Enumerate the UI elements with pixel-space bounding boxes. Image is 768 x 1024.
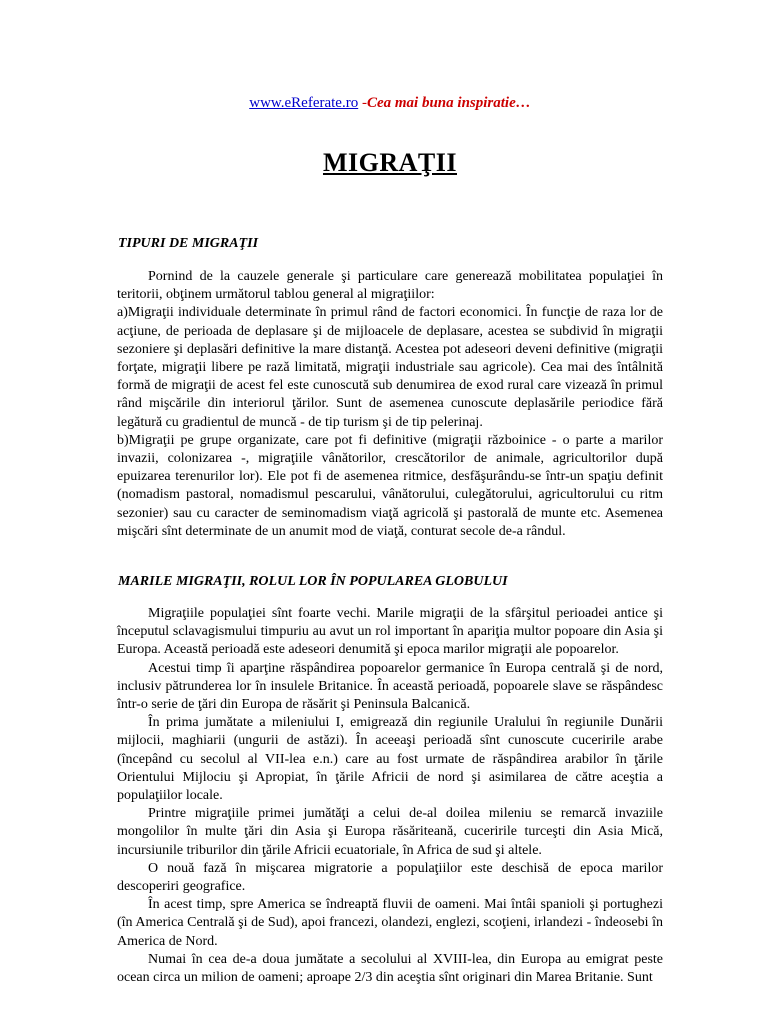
site-link[interactable]: www.eReferate.ro bbox=[249, 95, 359, 111]
paragraph: În prima jumătate a mileniului I, emigrează din regiunile Uralului în regiunile Dunării mijlocii, maghiarii (ungurii de astăzi). În aceeaşi perioadă sînt cunoscute cuceririle arabe (începând cu secolul al VII-lea e.n.) care au fost urmate de răspândirea arabilor în ţările Orientului Mijlociu şi Apropiat, în ţările Africii de nord şi asimilarea de către aceştia a populaţiilor locale. bbox=[117, 715, 663, 804]
paragraph: b)Migraţii pe grupe organizate, care pot fi definitive (migraţii războinice - o parte a marilor invazii, colonizarea -, migraţiile vânătorilor, crescătorilor de animale, agricultorilor după epuizarea terenurilor lor). Ele pot fi de asemenea ritmice, desfăşurându-se într-un spaţiu definit (nomadism pastoral, nomadismul pescarului, vânătorului, culegătorului, agricultorului cu ritm sezonier) sau cu caracter de seminomadism viaţă agricolă şi pastorală de munte etc. Asemenea mişcări sînt determinate de un anumit mod de viaţă, conturat secole de-a rândul. bbox=[117, 432, 663, 539]
paragraph: Pornind de la cauzele generale şi particulare care generează mobilitatea populaţiei în teritorii, obţinem următorul tablou general al migraţiilor: bbox=[117, 269, 663, 303]
header-tagline: Cea mai buna inspiratie… bbox=[366, 95, 531, 111]
section-body-marile-migratii bbox=[117, 605, 663, 987]
section-body-tipuri bbox=[117, 268, 663, 541]
paragraph: În acest timp, spre America se îndreaptă fluvii de oameni. Mai întâi spanioli şi portughezi (în America Centrală şi de Sud), apoi francezi, olandezi, englezi, scoţieni, irlandezi - îndeosebi în America de Nord. bbox=[117, 897, 663, 949]
paragraph: Migraţiile populaţiei sînt foarte vechi. Marile migraţii de la sfârşitul perioadei antice şi începutul sclavagismului timpuriu au avut un rol important în apariţia multor popoare din Asia şi Europa. Această perioadă este adeseori denumită şi epoca marilor migraţii ale popoarelor. bbox=[117, 606, 663, 658]
paragraph: Numai în cea de-a doua jumătate a secolului al XVIII-lea, din Europa au emigrat peste ocean circa un milion de oameni; aproape 2/3 din aceştia sînt originari din Marea Britanie. Sunt bbox=[117, 951, 663, 986]
document-title: MIGRAŢII bbox=[322, 148, 457, 177]
section-heading-tipuri: TIPURI DE MIGRAŢII bbox=[118, 236, 259, 251]
paragraph: a)Migraţii individuale determinate în primul rând de factori economici. În funcţie de raza lor de acţiune, de perioada de deplasare şi de mijloacele de deplasare, acestea se subdivid în migraţii sezoniere şi deplasări definitive la mare distanţă. Acestea pot adeseori deveni definitive (migraţii forţate, migraţii libere pe rază limitată, migraţii industriale sau agricole). Cea mai des întâlnită formă de migraţii de acest fel este cunoscută sub denumirea de exod rural care vizează în primul rând mişcările din interiorul ţărilor. Sunt de asemenea cunoscute deplasările periodice fără legătură cu gradientul de muncă - de tip turism şi de tip pelerinaj. bbox=[117, 305, 663, 430]
paragraph: Printre migraţiile primei jumătăţi a celui de-al doilea mileniu se remarcă invaziile mongolilor în multe ţări din Asia şi Europa răsăriteană, cuceririle turceşti din Asia Mică, incursiunile triburilor din ţările Africii ecuatoriale, în Africa de sud şi altele. bbox=[117, 806, 663, 858]
paragraph: O nouă fază în mişcarea migratorie a populaţiilor este deschisă de epoca marilor descoperiri geografice. bbox=[117, 860, 663, 895]
section-heading-marile-migratii: MARILE MIGRAŢII, ROLUL LOR ÎN POPULAREA GLOBULUI bbox=[118, 574, 508, 589]
paragraph: Acestui timp îi aparţine răspândirea popoarelor germanice în Europa centrală şi de nord, inclusiv pătrunderea lor în insulele Britanice. În această perioadă, popoarele slave se răspândesc într-o serie de ţări din Europa de răsărit şi Peninsula Balcanică. bbox=[117, 660, 663, 713]
page-header bbox=[117, 94, 663, 112]
header-separator: - bbox=[358, 95, 367, 111]
